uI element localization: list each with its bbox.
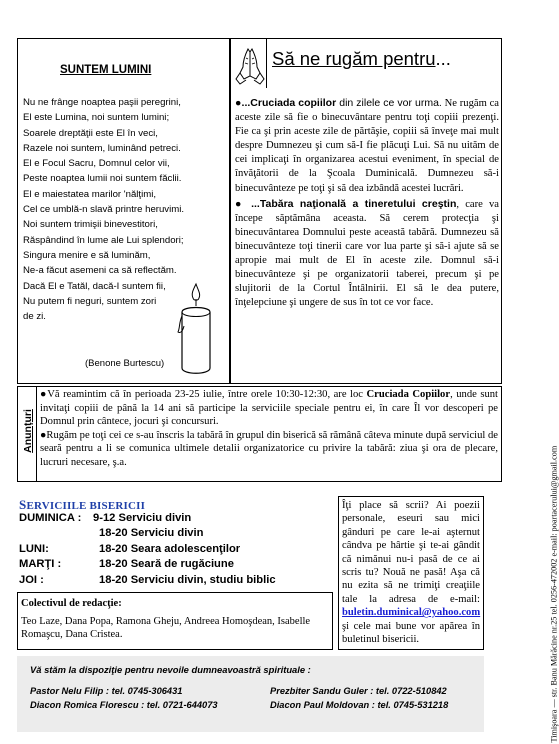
pastor-contact: Pastor Nelu Filip : tel. 0745-306431 — [30, 686, 183, 696]
prayer-item-2-title: ...Tabăra naţională a tineretului creştin — [251, 197, 457, 210]
announcements-label: Anunţuri — [22, 409, 34, 453]
prayer-item-2-text: , care va începe săptămâna aceasta. Să cerem protecţia şi binecuvântarea Domnului peste această tabără. Dumnezeu să binecuvânteze toţi tinerii care vor lua parte şi să-i ajute să se apropie mai mult de El în aceste zile. Domnul să-i binecuvânteze şi pe organizatorii taberei, precum şi pe slujitorii de la Cortul Întâlnirii. El să le dea putere, înţelepciune şi ungere de sus în tot ce vor face. — [235, 198, 499, 309]
prayer-item-1 — [235, 96, 499, 196]
poem-line: Nu putem fi neguri, suntem zori — [23, 295, 157, 307]
poem-line: Ne-a făcut asemeni ca să reflectăm. — [23, 265, 177, 277]
service-day: LUNI: — [19, 542, 49, 555]
poem-line: El e maiestatea marilor 'nălţimi, — [23, 188, 156, 200]
bullet-icon: ● — [235, 98, 242, 109]
poem-line: Nu ne frânge noaptea paşii peregrini, — [23, 97, 181, 108]
poem-line: El este Lumina, noi suntem lumini; — [23, 112, 170, 124]
announcement-item-1 — [40, 388, 498, 429]
contact-vertical: Timişoara — str. Banu Mărăcine nr.25 tel. 0256-472002 e-mail: poartacerului@gmail.com — [549, 445, 559, 743]
email-link[interactable]: buletin.duminical@yahoo.com — [342, 607, 481, 619]
announcement-2-text: Rugăm pe toţi cei ce s-au înscris la tabără în grupul din biserică să rămână câteva minute după serviciul de seară pentru a li se comunica ultimele detalii organizatorice cu privire la tabără: ziua şi ora de plecare, lucruri necesare, ş.a. — [40, 429, 498, 468]
service-day: JOI : — [19, 573, 44, 586]
service-event: 9-12 Serviciu divin — [93, 512, 192, 524]
bullet-icon: ● — [40, 389, 48, 400]
poem-line: Peste noaptea lumii noi suntem făclii. — [23, 173, 182, 185]
poem-title: SUNTEM LUMINI — [60, 64, 152, 76]
bullet-icon: ● — [40, 429, 47, 441]
poem-line: Dacă El e Tatăl, dacă-I suntem fii, — [23, 280, 166, 292]
service-event: 18-20 Seara adolescenţilor — [99, 542, 241, 555]
poem-line: Razele noi suntem, luminând petreci. — [23, 142, 181, 154]
editorial-title: Colectivul de redacţie: — [21, 598, 122, 609]
candle-icon — [176, 282, 216, 378]
pastors-intro: Vă stăm la dispoziţie pentru nevoile dumneavoastră spirituale : — [30, 664, 311, 675]
prayer-item-1-title: ...Cruciada copiilor — [241, 97, 337, 109]
service-day: DUMINICA : — [19, 512, 82, 524]
prayer-header-main: Să ne rugăm pentru — [272, 48, 436, 69]
announcement-1-text-before: Vă reamintim că în perioada 23-25 iulie, între orele 10:30-12:30, are loc — [47, 389, 367, 400]
poem-line: Soarele dreptăţii este El în veci, — [23, 127, 158, 139]
service-day: MARŢI : — [19, 558, 62, 571]
prayer-header — [272, 48, 451, 70]
editorial-names: Teo Laze, Dana Popa, Ramona Gheju, Andreea Homoşdean, Isabelle Romaşcu, Dana Cristea. — [21, 616, 311, 641]
poem-line: El e Focul Sacru, Domnul celor vii, — [23, 158, 170, 170]
write-text — [342, 499, 480, 646]
services-title-first: S — [19, 497, 27, 512]
poem-line: de zi. — [23, 311, 46, 323]
announcement-1-text-after: , unde sunt invitaţi copiii de până la 14 ani să participe la serviciile speciale pentru ei, în care Îl vor descoperi pe Domnul prin cântece, jocuri şi concursuri. — [40, 389, 498, 428]
prayer-body — [235, 96, 499, 311]
announcement-1-bold: Cruciada Copiilor — [366, 389, 451, 400]
prayer-item-2 — [235, 197, 499, 311]
bullet-icon: ● — [235, 198, 245, 210]
services-title-rest: ERVICIILE BISERICII — [26, 500, 146, 512]
pastor-contact: Diacon Romica Florescu : tel. 0721-644073 — [30, 700, 218, 710]
header-divider — [266, 38, 267, 88]
praying-hands-icon — [234, 46, 266, 86]
poem-author: (Benone Burtescu) — [85, 358, 165, 369]
poem-line: Răspândind în lume ale Lui splendori; — [23, 234, 184, 246]
poem-line: Cel ce umblă-n slavă printre heruvimi. — [23, 204, 185, 216]
announcement-item-2 — [40, 429, 498, 470]
poem-line: Singura menire e să luminăm, — [23, 249, 151, 261]
prayer-item-1-title-tail: din zilele ce vor urma. — [336, 97, 442, 109]
service-event: 18-20 Serviciu divin, studiu biblic — [99, 573, 276, 586]
pastor-contact: Prezbiter Sandu Guler : tel. 0722-510842 — [270, 686, 447, 696]
pastor-contact: Diacon Paul Moldovan : tel. 0745-531218 — [270, 700, 449, 710]
prayer-header-dots: ... — [435, 48, 451, 69]
prayer-item-1-text: Ne rugăm ca aceste zile să fie o binecuvântare pentru toţi copiii prezenţi. Fie ca şi prin aceste zile de părtăşie, copiii să înveţe mai mult despre Dumnezeu şi cum să-I fie plăcuţi Lui. Să nu uităm de cei implicaţi în organizarea acestui eveniment, în special de învăţătorii de la Şcoala Duminicală. Dumnezeu să-i binecuvânteze pe toţi şi să dea izbândă acestei lucrări. — [235, 98, 500, 194]
write-text-after: şi cele mai bune vor apărea în buletinul bisericii. — [342, 620, 480, 646]
write-text-before: Îţi place să scrii? Ai poezii personale, eseuri sau mici gânduri pe care le-ai aşternut cândva pe hârtie şi te-ai gândit că nimănui nu-i pasă de ce ai scris tu? Nouă ne pasă! Aşa că nu ezita să ne trimiţi creaţiile tale la adresa de e-mail: — [342, 500, 480, 605]
announcements-body — [40, 388, 498, 470]
poem-line: Noi suntem trimişii binevestitori, — [23, 219, 158, 231]
service-event: 18-20 Serviciu divin — [99, 527, 204, 540]
service-event: 18-20 Seară de rugăciune — [99, 558, 234, 571]
